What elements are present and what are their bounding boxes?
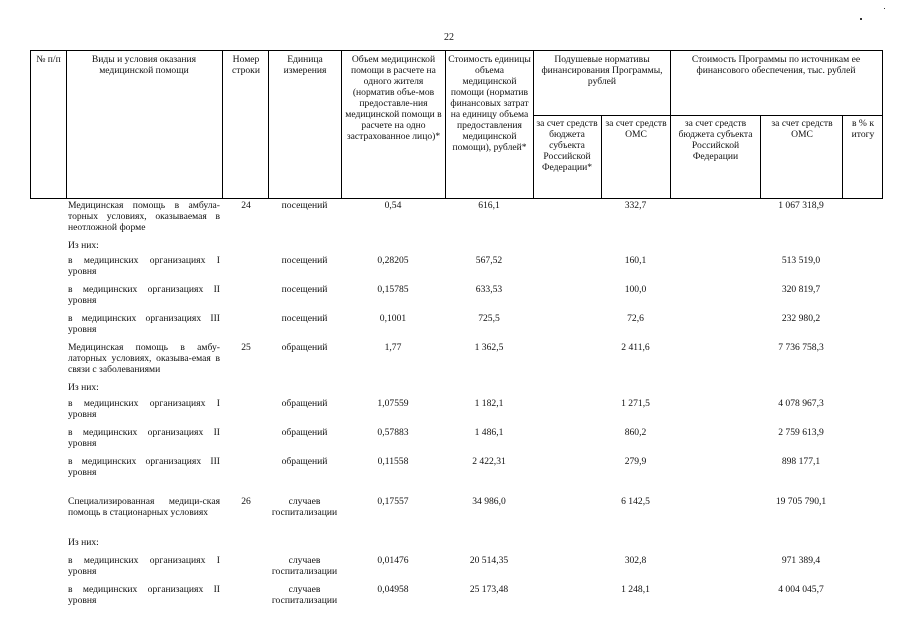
row-description: в медицинских организациях II уровня (68, 427, 220, 449)
row-description: в медицинских организациях I уровня (68, 555, 220, 577)
row-pc-oms: 1 271,5 (621, 398, 650, 409)
row-prog-oms: 1 067 318,9 (778, 200, 824, 211)
row-description: в медицинских организациях III уровня (68, 313, 220, 335)
row-unit: обращений (281, 342, 328, 353)
row-unit: случаев госпитализации (271, 584, 338, 606)
row-unit: посещений (281, 313, 328, 324)
row-description: Медицинская помощь в амбу-латорных условиях, оказыва-емая в связи с заболеваниями (68, 342, 220, 375)
row-line-number: 26 (241, 496, 251, 507)
row-description: Медицинская помощь в амбула-торных условиях, оказываемая в неотложной форме (68, 200, 220, 233)
row-pc-oms: 100,0 (624, 284, 647, 295)
row-volume: 0,11558 (377, 456, 409, 467)
row-pc-oms: 2 411,6 (621, 342, 650, 353)
row-unit: посещений (281, 200, 328, 211)
row-cost: 20 514,35 (469, 555, 509, 566)
col-rule (341, 50, 342, 199)
row-description: в медицинских организациях I уровня (68, 398, 220, 420)
row-pc-oms: 1 248,1 (621, 584, 650, 595)
header-unit: Единица измерения (283, 54, 327, 76)
row-line-number: 24 (241, 200, 251, 211)
row-cost: 1 182,1 (474, 398, 504, 409)
row-unit: посещений (281, 284, 328, 295)
row-volume: 0,15785 (377, 284, 409, 295)
row-prog-oms: 320 819,7 (781, 284, 821, 295)
header-prog-oms: за счет средств ОМС (771, 118, 833, 140)
row-unit: случаев госпитализации (271, 496, 338, 518)
row-cost: 34 986,0 (472, 496, 506, 507)
col-rule (882, 50, 883, 199)
row-description: в медицинских организациях II уровня (68, 584, 220, 606)
col-rule (760, 115, 761, 199)
row-prog-oms: 232 980,2 (781, 313, 821, 324)
row-unit: обращений (281, 398, 328, 409)
subheading: Из них: (68, 240, 99, 251)
row-volume: 0,57883 (377, 427, 409, 438)
row-unit: посещений (281, 255, 328, 266)
row-line-number: 25 (241, 342, 251, 353)
row-unit: обращений (281, 456, 328, 467)
scan-speck (860, 18, 862, 20)
row-pc-oms: 860,2 (624, 427, 647, 438)
row-unit: случаев госпитализации (271, 555, 338, 577)
col-rule (66, 50, 67, 199)
row-volume: 1,07559 (377, 398, 409, 409)
row-cost: 1 486,1 (474, 427, 504, 438)
header-pc-oms: за счет средств ОМС (605, 118, 667, 140)
row-cost: 1 362,5 (474, 342, 504, 353)
header-top-rule (30, 50, 883, 51)
row-volume: 0,54 (384, 200, 402, 211)
row-prog-oms: 513 519,0 (781, 255, 821, 266)
scan-speck (884, 8, 885, 9)
row-volume: 0,04958 (377, 584, 409, 595)
row-prog-oms: 898 177,1 (781, 456, 821, 467)
header-volume: Объем медицинской помощи в расчете на одного жителя (норматив объе-мов предоставле-ния медицинской помощи в расчете на одно застрахованное лицо)* (345, 54, 442, 142)
row-cost: 567,52 (475, 255, 503, 266)
header-per-capita: Подушевые нормативы финансирования Программы, рублей (541, 54, 663, 87)
row-prog-oms: 4 078 967,3 (778, 398, 824, 409)
subheader-rule-right (670, 115, 883, 116)
row-cost: 633,53 (475, 284, 503, 295)
header-num: № п/п (36, 54, 61, 65)
row-description: в медицинских организациях II уровня (68, 284, 220, 306)
row-cost: 25 173,48 (469, 584, 509, 595)
header-line-no: Номер строки (232, 54, 260, 76)
row-cost: 616,1 (478, 200, 500, 211)
col-rule (30, 50, 31, 199)
subheading: Из них: (68, 382, 99, 393)
col-rule (670, 50, 671, 199)
header-pc-budget: за счет средств бюджета субъекта Российской Федерации* (536, 118, 598, 173)
row-pc-oms: 72,6 (627, 313, 644, 324)
col-rule (222, 50, 223, 199)
row-description: в медицинских организациях I уровня (68, 255, 220, 277)
row-prog-oms: 19 705 790,1 (775, 496, 827, 507)
row-volume: 0,28205 (377, 255, 409, 266)
row-prog-oms: 2 759 613,9 (778, 427, 824, 438)
row-cost: 2 422,31 (472, 456, 506, 467)
header-prog-budget: за счет средств бюджета субъекта Российской Федерации (678, 118, 753, 162)
row-pc-oms: 332,7 (624, 200, 647, 211)
col-rule (842, 115, 843, 199)
row-pc-oms: 160,1 (624, 255, 647, 266)
header-prog-pct: в % к итогу (851, 118, 875, 140)
row-prog-oms: 971 389,4 (781, 555, 821, 566)
col-rule (445, 50, 446, 199)
row-volume: 0,01476 (377, 555, 409, 566)
row-volume: 1,77 (384, 342, 402, 353)
page-number: 22 (444, 32, 454, 43)
row-volume: 0,1001 (379, 313, 407, 324)
header-program-cost: Стоимость Программы по источникам ее финансового обеспечения, тыс. рублей (691, 54, 861, 76)
row-description: в медицинских организациях III уровня (68, 456, 220, 478)
row-volume: 0,17557 (377, 496, 409, 507)
row-unit: обращений (281, 427, 328, 438)
subheading: Из них: (68, 537, 99, 548)
row-pc-oms: 6 142,5 (621, 496, 650, 507)
header-bottom-rule (30, 198, 883, 199)
row-prog-oms: 7 736 758,3 (778, 342, 824, 353)
col-rule (268, 50, 269, 199)
row-pc-oms: 279,9 (624, 456, 647, 467)
row-prog-oms: 4 004 045,7 (778, 584, 824, 595)
header-kinds: Виды и условия оказания медицинской помощи (91, 54, 197, 76)
row-description: Специализированная медици-ская помощь в стационарных условиях (68, 496, 220, 518)
header-cost: Стоимость единицы объема медицинской помощи (норматив финансовых затрат на единицу объема предоставления медицинской помощи), рублей* (448, 54, 531, 153)
row-cost: 725,5 (478, 313, 500, 324)
row-pc-oms: 302,8 (624, 555, 647, 566)
